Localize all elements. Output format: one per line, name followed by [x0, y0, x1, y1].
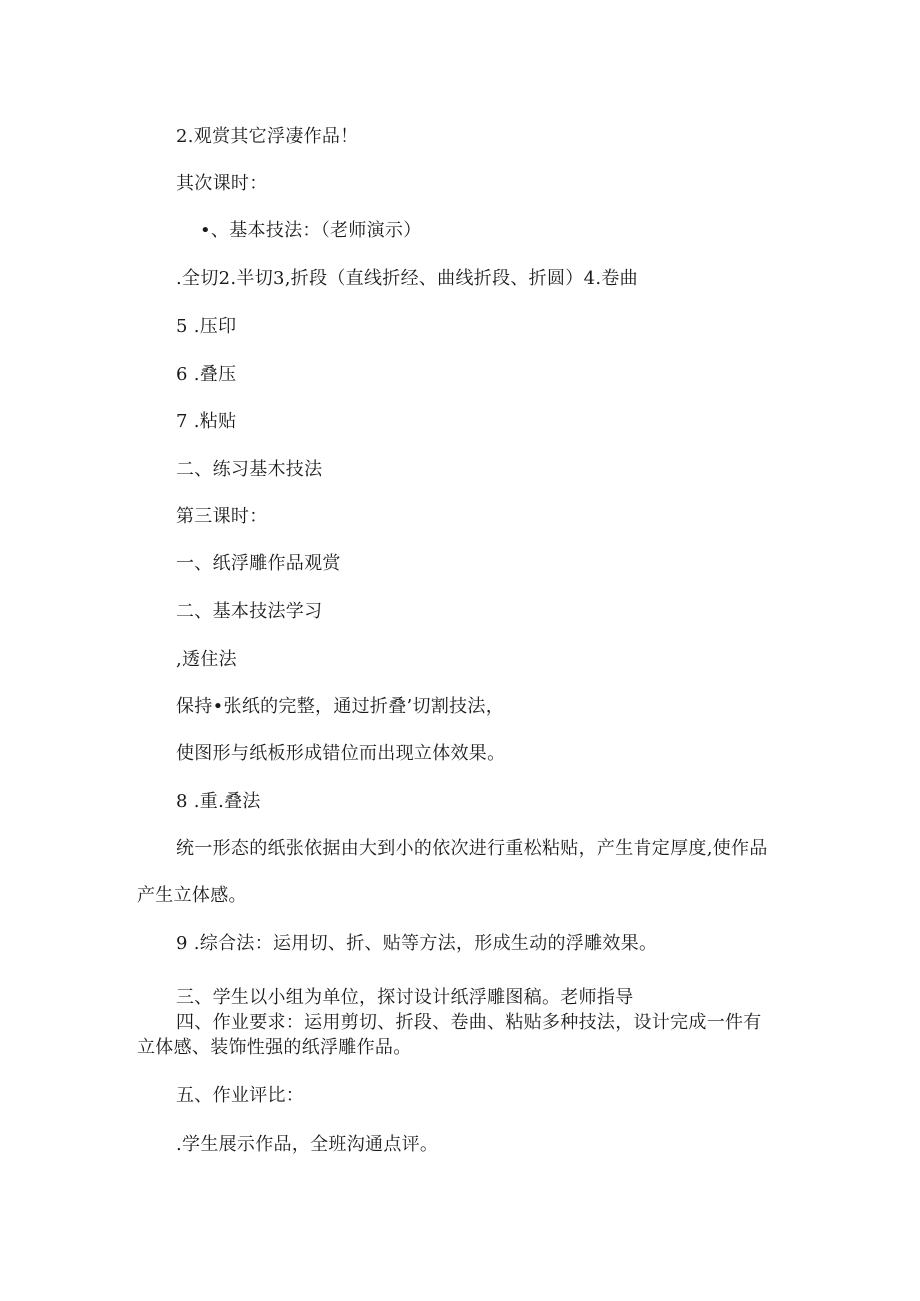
text-line: ,透住法: [176, 649, 237, 670]
text-line: 统一形态的纸张依据由大到小的依次进行重松粘贴，产生肯定厚度,使作品: [176, 838, 768, 859]
text-line: 9 .综合法：运用切、折、贴等方法，形成生动的浮雕效果。: [176, 933, 658, 954]
text-line: 二、练习基木技法: [176, 459, 323, 480]
text-line: 第三课时：: [176, 506, 268, 527]
text-line: 使图形与纸板形成错位而出现立体效果。: [176, 743, 506, 764]
text-line: 二、基本技法学习: [176, 601, 323, 622]
text-line: 其次课时：: [176, 173, 268, 194]
text-line: 四、作业要求：运用剪切、折段、卷曲、粘贴多种技法，设计完成一件有: [176, 1012, 762, 1033]
text-line: .全切2.半切3,折段（直线折经、曲线折段、折圆）4.卷曲: [176, 268, 638, 289]
text-line: 五、作业评比：: [176, 1085, 305, 1106]
text-line: 8 .重.叠法: [176, 791, 261, 812]
text-line: •、基本技法：（老师演示）: [200, 220, 422, 241]
text-line: 三、学生以小组为单位，探讨设计纸浮雕图稿。老师指导: [176, 987, 634, 1008]
text-line: 2.观赏其它浮凄作品！: [176, 126, 359, 147]
text-line: 5 .压印: [176, 316, 237, 337]
text-line: 7 .粘贴: [176, 411, 237, 432]
text-line: 产生立体感。: [137, 885, 247, 906]
text-line: 立体感、装饰性强的纸浮雕作品。: [137, 1037, 412, 1058]
text-line: 一、纸浮雕作品观赏: [176, 553, 341, 574]
text-line: 保持•张纸的完整，通过折叠’切割技法，: [176, 696, 505, 717]
text-line: .学生展示作品，全班沟通点评。: [176, 1134, 439, 1155]
text-line: 6 .叠压: [176, 364, 237, 385]
